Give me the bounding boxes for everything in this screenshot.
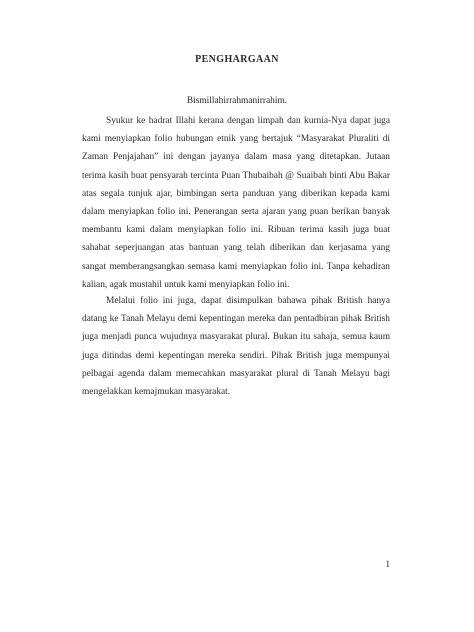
acknowledgement-paragraph: Syukur ke hadrat Illahi kerana dengan limpah dan kurnia-Nya dapat juga kami menyiapkan folio hubungan etnik yang bertajuk “Masyarakat Pluraliti di Zaman Penjajahan” ini dengan jayanya dalam masa yang ditetapkan. Jutaan terima kasih buat pensyarah tercinta Puan Thubaibah @ Suaibah binti Abu Bakar atas segala tunjuk ajar, bimbingan serta panduan yang diberikan kepada kami dalam menyiapkan folio ini. Penerangan serta ajaran yang puan berikan banyak membantu kami dalam menyiapkan folio ini. Ribuan terima kasih juga buat sahabat seperjuangan atas bantuan yang telah diberikan dan kerjasama yang sangat memberangsangkan semasa kami menyiapkan folio ini. Tanpa kehadiran kalian, agak mustahil untuk kami menyiapkan folio ini. [82, 116, 390, 290]
page-title: PENGHARGAAN [195, 54, 279, 65]
page-number: 1 [385, 560, 390, 570]
opening-line: Bismillahirrahmanirrahim. [186, 96, 288, 106]
conclusion-paragraph: Melalui folio ini juga, dapat disimpulkan bahawa pihak British hanya datang ke Tanah Melayu demi kepentingan mereka dan pentadbiran pihak British juga menjadi punca wujudnya masyarakat plural. Bukan itu sahaja, semua kaum juga ditindas demi kepentingan mereka sendiri. Pihak British juga mempunyai pelbagai agenda dalam memecahkan masyarakat plural di Tanah Melayu bagi mengelakkan kemajmukan masyarakat. [82, 296, 390, 398]
